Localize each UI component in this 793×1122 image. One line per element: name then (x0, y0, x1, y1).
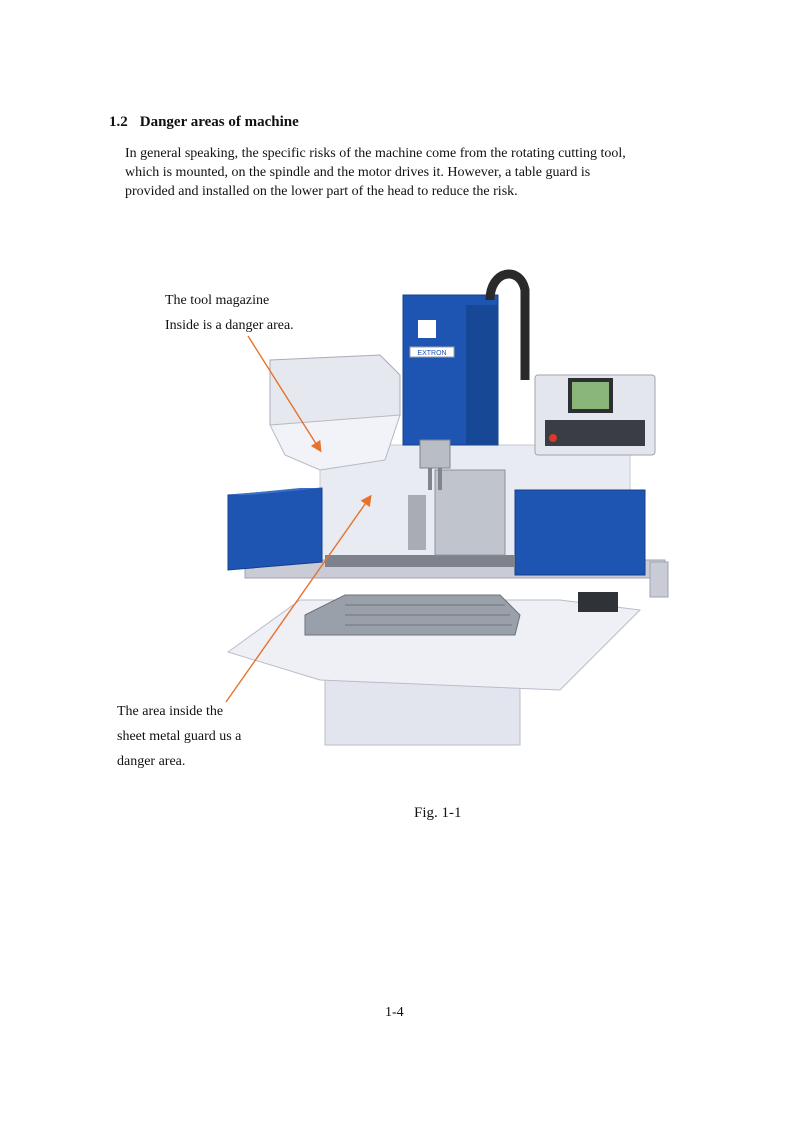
control-keypad (545, 420, 645, 446)
left-guard-panel (228, 488, 322, 570)
page-number: 1-4 (385, 1005, 404, 1020)
section-number: 1.2 (109, 114, 128, 130)
axis-motor (578, 592, 618, 612)
workpiece (408, 495, 426, 550)
body-line: which is mounted, on the spindle and the motor drives it. However, a table guard is (125, 165, 591, 180)
head-logo-text: EXTRON (417, 350, 447, 357)
callout-line: The area inside the (117, 704, 224, 719)
body-line: provided and installed on the lower part of the head to reduce the risk. (125, 184, 518, 199)
spindle-nose (420, 440, 450, 468)
section-title: Danger areas of machine (139, 114, 299, 130)
body-line: In general speaking, the specific risks of the machine come from the rotating cutting tool, (125, 146, 626, 161)
callout-guard-area (117, 699, 241, 774)
column (435, 470, 505, 555)
figure-caption: Fig. 1-1 (414, 805, 462, 821)
head-logo-badge (418, 320, 436, 338)
right-guard-panel (515, 490, 645, 575)
callout-tool-magazine (165, 288, 294, 338)
callout-line: The tool magazine (165, 293, 270, 308)
head-side (466, 305, 498, 445)
callout-line: Inside is a danger area. (165, 318, 294, 333)
callout-line: danger area. (117, 754, 186, 769)
callout-line: sheet metal guard us a (117, 729, 242, 744)
table (325, 555, 515, 567)
